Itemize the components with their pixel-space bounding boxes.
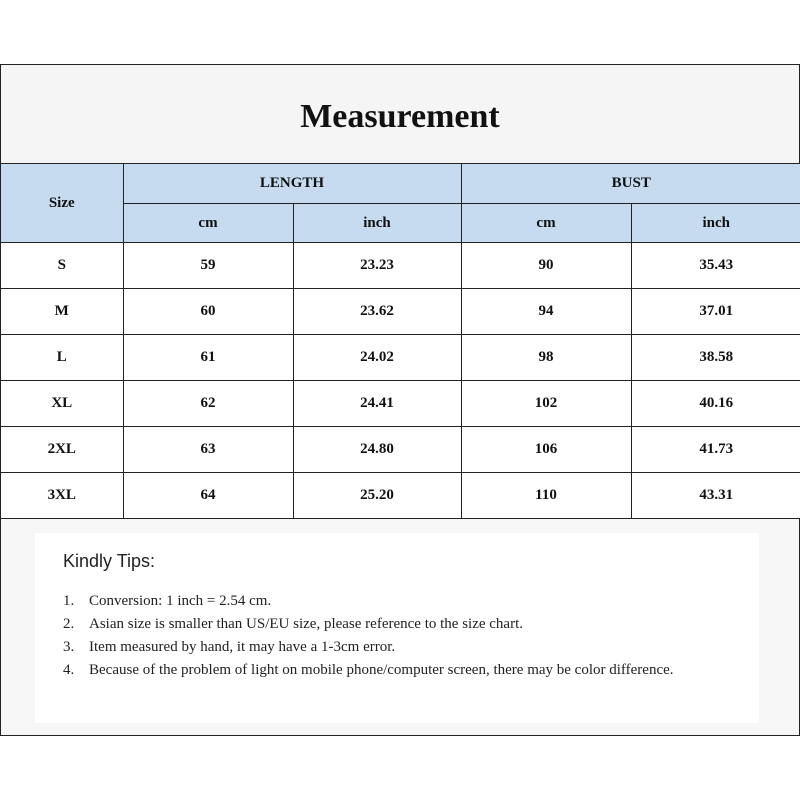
- unit-header: cm: [123, 204, 293, 243]
- bust-inch-cell: 43.31: [631, 473, 800, 519]
- size-cell: L: [1, 335, 123, 381]
- list-item: [63, 590, 759, 613]
- bust-cm-cell: 94: [461, 289, 631, 335]
- length-cm-cell: 59: [123, 243, 293, 289]
- length-inch-cell: 23.23: [293, 243, 461, 289]
- size-table: [1, 164, 800, 519]
- list-item: [63, 636, 759, 659]
- length-inch-cell: 23.62: [293, 289, 461, 335]
- table-row: [1, 335, 800, 381]
- list-item: [63, 659, 759, 682]
- length-inch-cell: 25.20: [293, 473, 461, 519]
- bust-cm-cell: 106: [461, 427, 631, 473]
- tip-number: 1.: [63, 593, 75, 609]
- size-chart: [0, 64, 800, 736]
- tip-number: 3.: [63, 639, 75, 655]
- length-cm-cell: 63: [123, 427, 293, 473]
- table-row: [1, 243, 800, 289]
- length-cm-cell: 64: [123, 473, 293, 519]
- table-row: [1, 427, 800, 473]
- length-inch-cell: 24.41: [293, 381, 461, 427]
- length-inch-cell: 24.80: [293, 427, 461, 473]
- tip-text: Because of the problem of light on mobile phone/computer screen, there may be color difference.: [89, 662, 674, 678]
- bust-inch-cell: 41.73: [631, 427, 800, 473]
- size-cell: S: [1, 243, 123, 289]
- size-cell: XL: [1, 381, 123, 427]
- tips-title: Kindly Tips:: [63, 551, 156, 571]
- bust-inch-cell: 40.16: [631, 381, 800, 427]
- bust-inch-cell: 35.43: [631, 243, 800, 289]
- tip-text: Asian size is smaller than US/EU size, please reference to the size chart.: [89, 616, 523, 632]
- table-row: [1, 289, 800, 335]
- list-item: [63, 613, 759, 636]
- tip-number: 4.: [63, 662, 75, 678]
- bust-cm-cell: 102: [461, 381, 631, 427]
- size-cell: M: [1, 289, 123, 335]
- tips-list: [63, 590, 759, 682]
- length-inch-cell: 24.02: [293, 335, 461, 381]
- tip-number: 2.: [63, 616, 75, 632]
- unit-header: inch: [631, 204, 800, 243]
- tip-text: Conversion: 1 inch = 2.54 cm.: [89, 593, 272, 609]
- bust-cm-cell: 110: [461, 473, 631, 519]
- page-title: Measurement: [1, 65, 799, 164]
- bust-inch-cell: 37.01: [631, 289, 800, 335]
- size-header: Size: [1, 164, 123, 243]
- size-cell: 3XL: [1, 473, 123, 519]
- tips-panel: [35, 533, 759, 723]
- size-cell: 2XL: [1, 427, 123, 473]
- bust-cm-cell: 98: [461, 335, 631, 381]
- bust-header: BUST: [461, 164, 800, 204]
- table-row: [1, 381, 800, 427]
- table-header-row: [1, 164, 800, 204]
- unit-header: inch: [293, 204, 461, 243]
- length-cm-cell: 60: [123, 289, 293, 335]
- length-header: LENGTH: [123, 164, 461, 204]
- tip-text: Item measured by hand, it may have a 1-3cm error.: [89, 639, 396, 655]
- unit-header: cm: [461, 204, 631, 243]
- length-cm-cell: 62: [123, 381, 293, 427]
- length-cm-cell: 61: [123, 335, 293, 381]
- bust-cm-cell: 90: [461, 243, 631, 289]
- bust-inch-cell: 38.58: [631, 335, 800, 381]
- table-row: [1, 473, 800, 519]
